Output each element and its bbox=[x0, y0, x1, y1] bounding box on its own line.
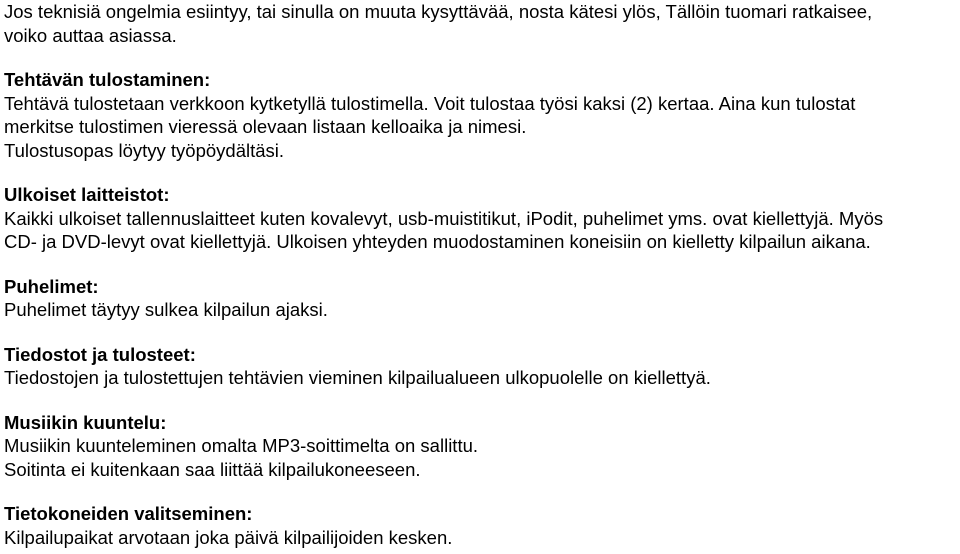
document-body bbox=[4, 0, 958, 549]
section-external-devices bbox=[4, 183, 958, 254]
section-line: Tehtävä tulostetaan verkkoon kytketyllä tulostimella. Voit tulostaa työsi kaksi (2) kertaa. Aina kun tulostat bbox=[4, 92, 856, 114]
section-heading: Musiikin kuuntelu: bbox=[4, 411, 167, 433]
section-files-printouts bbox=[4, 343, 958, 390]
section-phones bbox=[4, 275, 958, 322]
section-line: Kaikki ulkoiset tallennuslaitteet kuten kovalevyt, usb-muistitikut, iPodit, puhelimet yms. ovat kiellettyjä. Myös bbox=[4, 207, 884, 229]
intro-line: voiko auttaa asiassa. bbox=[4, 24, 177, 46]
section-line: Tulostusopas löytyy työpöydältäsi. bbox=[4, 139, 285, 161]
section-line: Soitinta ei kuitenkaan saa liittää kilpailukoneeseen. bbox=[4, 458, 421, 480]
intro-paragraph bbox=[4, 0, 958, 47]
section-heading: Tiedostot ja tulosteet: bbox=[4, 343, 196, 365]
section-printing bbox=[4, 68, 958, 162]
section-line: Kilpailupaikat arvotaan joka päivä kilpailijoiden kesken. bbox=[4, 526, 453, 548]
section-line: Tiedostojen ja tulostettujen tehtävien vieminen kilpailualueen ulkopuolelle on kiellettyä. bbox=[4, 367, 711, 388]
section-line: CD- ja DVD-levyt ovat kiellettyjä. Ulkoisen yhteyden muodostaminen koneisiin on kielletty kilpailun aikana. bbox=[4, 231, 871, 252]
section-line: merkitse tulostimen vieressä olevaan listaan kelloaika ja nimesi. bbox=[4, 116, 527, 137]
section-heading: Tehtävän tulostaminen: bbox=[4, 69, 211, 90]
section-heading: Ulkoiset laitteistot: bbox=[4, 184, 170, 205]
section-music bbox=[4, 411, 958, 482]
section-heading: Tietokoneiden valitseminen: bbox=[4, 503, 253, 524]
intro-line: Jos teknisiä ongelmia esiintyy, tai sinulla on muuta kysyttävää, nosta kätesi ylös, Tällöin tuomari ratkaisee, bbox=[4, 1, 873, 22]
section-line: Puhelimet täytyy sulkea kilpailun ajaksi. bbox=[4, 299, 328, 320]
section-computer-selection bbox=[4, 502, 958, 549]
section-line: Musiikin kuunteleminen omalta MP3-soittimelta on sallittu. bbox=[4, 435, 479, 456]
section-heading: Puhelimet: bbox=[4, 275, 99, 297]
